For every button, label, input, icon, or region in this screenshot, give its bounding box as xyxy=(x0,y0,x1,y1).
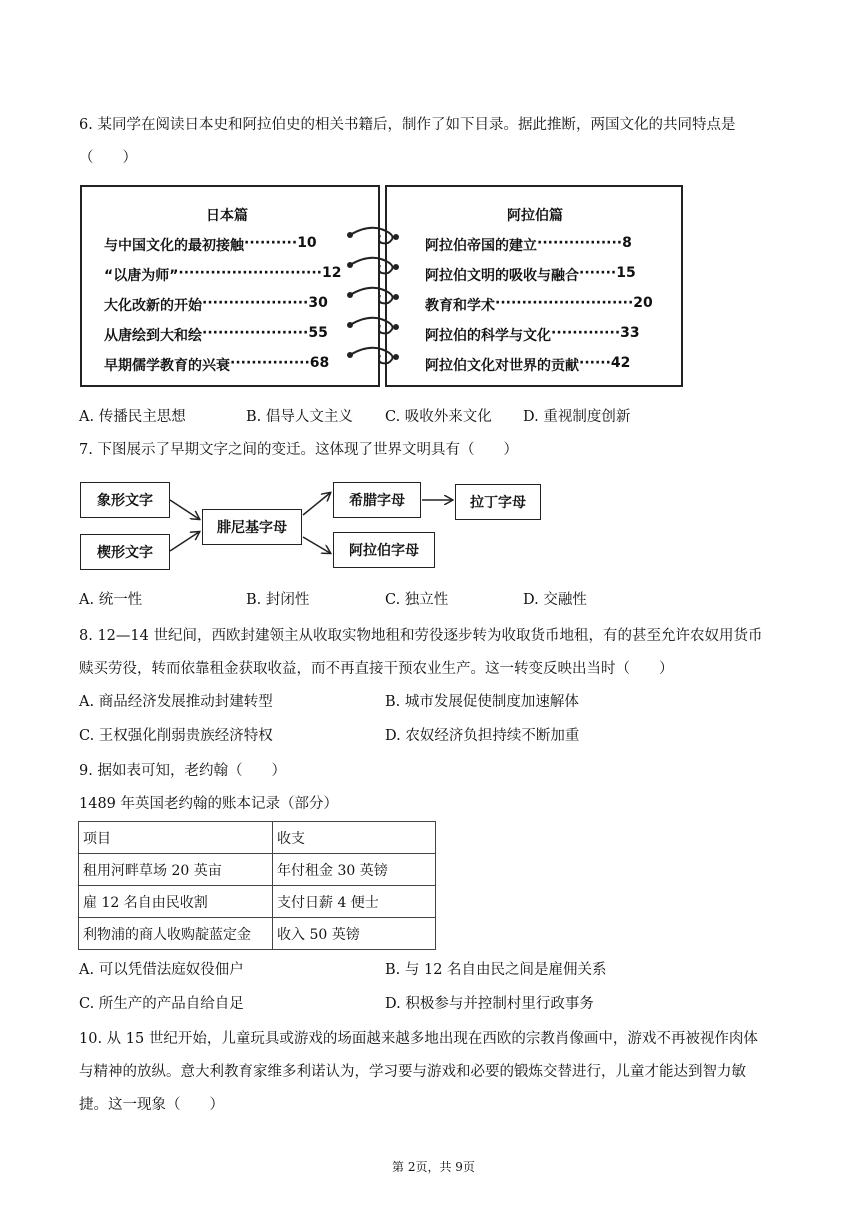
q6-stem-line2: （ ） xyxy=(79,150,137,166)
flow-box-pictograph: 象形文字 xyxy=(80,482,170,518)
toc-entry-text: 从唐绘到大和绘 xyxy=(104,328,202,344)
q6-option-b[interactable]: B. 倡导人文主义 xyxy=(246,409,353,425)
q6-option-a[interactable]: A. 传播民主思想 xyxy=(79,409,186,425)
q6-stem-line1: 6. 某同学在阅读日本史和阿拉伯史的相关书籍后，制作了如下目录。据此推断，两国文化的共同特点是 xyxy=(79,117,736,133)
table-header-row xyxy=(79,822,436,854)
q9-account-table xyxy=(78,821,436,950)
q9-option-d[interactable]: D. 积极参与并控制村里行政事务 xyxy=(385,996,594,1012)
q6-option-c[interactable]: C. 吸收外来文化 xyxy=(385,409,492,425)
toc-page-number: 20 xyxy=(633,295,653,311)
q9-option-c[interactable]: C. 所生产的产品自给自足 xyxy=(79,996,244,1012)
toc-page-number: 68 xyxy=(309,355,330,371)
flow-arrows xyxy=(0,0,868,600)
toc-dots: ·························· xyxy=(495,295,634,311)
toc-page-number: 30 xyxy=(308,295,328,311)
q8-option-d[interactable]: D. 农奴经济负担持续不断加重 xyxy=(385,728,580,744)
toc-dots: ··············· xyxy=(230,355,310,371)
flow-box-cuneiform: 楔形文字 xyxy=(80,534,170,570)
q8-stem-line1: 8. 12—14 世纪间，西欧封建领主从收取实物地租和劳役逐步转为收取货币地租，有的甚至允许农奴用货币 xyxy=(79,628,763,644)
toc-page-number: 12 xyxy=(322,265,342,281)
toc-page-number: 8 xyxy=(622,235,632,251)
toc-dots: ···················· xyxy=(202,325,309,341)
table-cell: 年付租金 30 英镑 xyxy=(273,854,436,886)
toc-page-number: 55 xyxy=(308,325,328,341)
table-cell: 支付日薪 4 便士 xyxy=(273,886,436,918)
table-header-cell: 收支 xyxy=(273,822,436,854)
toc-dots: ···················· xyxy=(202,295,309,311)
flow-box-phoenician: 腓尼基字母 xyxy=(202,509,302,545)
toc-entry-text: 阿拉伯文明的吸收与融合 xyxy=(425,268,579,284)
q7-option-b[interactable]: B. 封闭性 xyxy=(246,592,310,608)
flow-box-latin: 拉丁字母 xyxy=(455,484,541,520)
q8-stem-line2: 赎买劳役，转而依靠租金获取收益，而不再直接干预农业生产。这一转变反映出当时（ ） xyxy=(79,661,674,677)
toc-page-number: 33 xyxy=(620,325,640,341)
q7-option-a[interactable]: A. 统一性 xyxy=(79,592,143,608)
table-row xyxy=(79,886,436,918)
q9-option-a[interactable]: A. 可以凭借法庭奴役佃户 xyxy=(79,962,244,978)
q7-option-d[interactable]: D. 交融性 xyxy=(523,592,587,608)
flow-box-arabic: 阿拉伯字母 xyxy=(333,532,435,568)
q8-option-c[interactable]: C. 王权强化削弱贵族经济特权 xyxy=(79,728,273,744)
table-row xyxy=(79,918,436,950)
q7-stem: 7. 下图展示了早期文字之间的变迁。这体现了世界文明具有（ ） xyxy=(79,442,518,458)
q10-stem-line3: 捷。这一现象（ ） xyxy=(79,1097,224,1113)
q9-table-caption: 1489 年英国老约翰的账本记录（部分） xyxy=(79,796,339,812)
q7-option-c[interactable]: C. 独立性 xyxy=(385,592,449,608)
table-row xyxy=(79,854,436,886)
q9-option-b[interactable]: B. 与 12 名自由民之间是雇佣关系 xyxy=(385,962,607,978)
toc-page-number: 15 xyxy=(616,265,636,281)
table-cell: 收入 50 英镑 xyxy=(273,918,436,950)
toc-page-number: 10 xyxy=(297,235,317,251)
table-cell: 雇 12 名自由民收割 xyxy=(79,886,273,918)
toc-entry-text: 早期儒学教育的兴衰 xyxy=(104,358,230,374)
arab-toc-title: 阿拉伯篇 xyxy=(507,208,563,224)
toc-dots: ······· xyxy=(579,265,617,281)
toc-page-number: 42 xyxy=(610,355,631,371)
toc-dots: ················ xyxy=(537,235,623,251)
table-cell: 租用河畔草场 20 英亩 xyxy=(79,854,273,886)
toc-dots: ·········· xyxy=(244,235,298,251)
q6-option-d[interactable]: D. 重视制度创新 xyxy=(523,409,631,425)
q8-option-a[interactable]: A. 商品经济发展推动封建转型 xyxy=(79,694,273,710)
page-footer: 第 2页，共 9页 xyxy=(392,1160,475,1174)
toc-entry-text: 与中国文化的最初接触 xyxy=(104,238,244,254)
toc-dots: ··························· xyxy=(178,265,323,281)
q8-option-b[interactable]: B. 城市发展促使制度加速解体 xyxy=(385,694,579,710)
toc-entry-text: 大化改新的开始 xyxy=(104,298,202,314)
toc-dots: ······ xyxy=(579,355,611,371)
toc-entry-text: 阿拉伯帝国的建立 xyxy=(425,238,537,254)
table-cell: 利物浦的商人收购靛蓝定金 xyxy=(79,918,273,950)
q10-stem-line2: 与精神的放纵。意大利教育家维多利诺认为，学习要与游戏和必要的锻炼交替进行，儿童才能达到智力敏 xyxy=(79,1064,746,1080)
table-header-cell: 项目 xyxy=(79,822,273,854)
q10-stem-line1: 10. 从 15 世纪开始，儿童玩具或游戏的场面越来越多地出现在西欧的宗教肖像画中，游戏不再被视作肉体 xyxy=(79,1031,758,1047)
toc-entry-text: 阿拉伯的科学与文化 xyxy=(425,328,551,344)
toc-entry-text: 阿拉伯文化对世界的贡献 xyxy=(425,358,579,374)
toc-entry-text: “以唐为师” xyxy=(104,268,179,284)
japan-toc-title: 日本篇 xyxy=(206,208,248,224)
flow-box-greek: 希腊字母 xyxy=(333,482,421,518)
q9-stem: 9. 据如表可知，老约翰（ ） xyxy=(79,763,286,779)
toc-entry-text: 教育和学术 xyxy=(425,298,495,314)
toc-dots: ············· xyxy=(551,325,621,341)
